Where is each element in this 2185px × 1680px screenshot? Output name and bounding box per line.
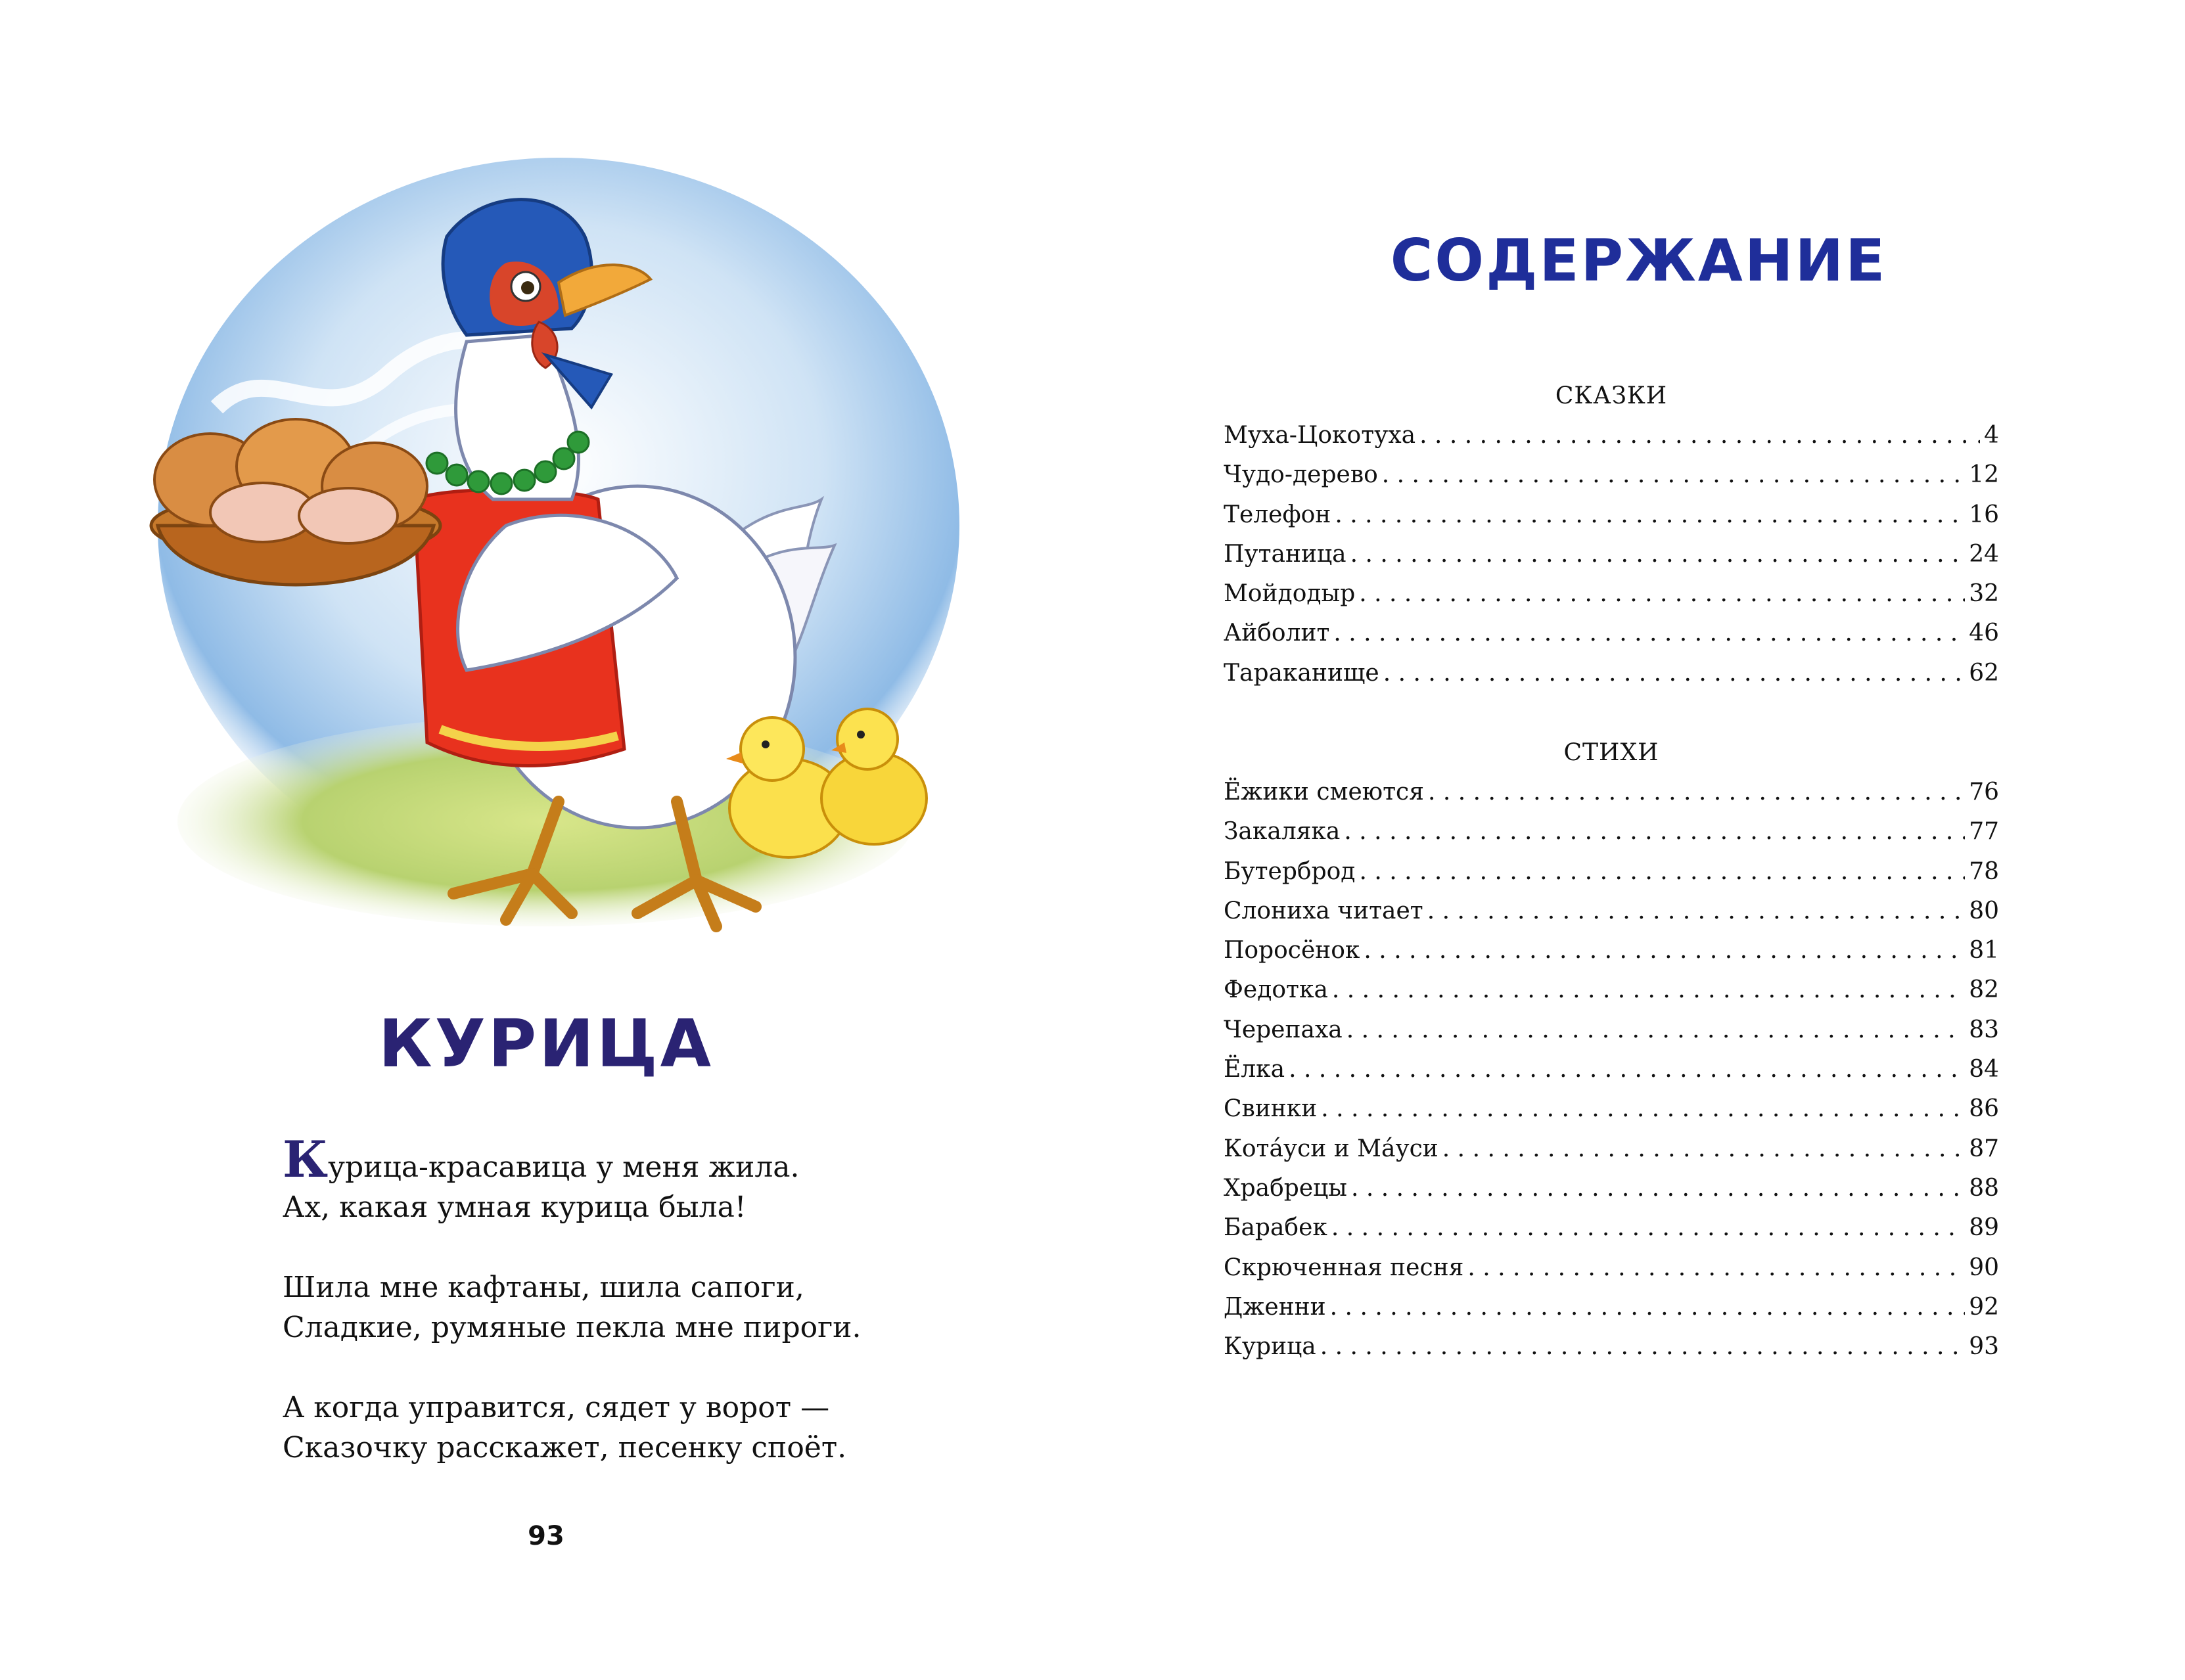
toc-entry-title: Муха-Цокотуха [1224, 422, 1416, 449]
toc-leader-dots [1350, 535, 1966, 574]
toc-entry[interactable] [1224, 852, 1999, 892]
toc-entry-title: Телефон [1224, 501, 1331, 528]
toc-entry-title: Мойдодыр [1224, 580, 1356, 608]
toc-entry-page: 46 [1969, 620, 1999, 647]
toc-entry-title: Бутерброд [1224, 857, 1356, 885]
stanza [283, 1130, 1005, 1227]
poem-line: Сладкие, румяные пекла мне пироги. [283, 1311, 862, 1344]
drop-cap: К [283, 1130, 329, 1189]
poem-title: КУРИЦА [379, 1005, 714, 1082]
toc-entry-title: Айболит [1224, 620, 1330, 647]
toc-entry[interactable] [1224, 535, 1999, 574]
poem-text [283, 1130, 1005, 1508]
toc-leader-dots [1427, 892, 1966, 931]
toc-entry-title: Кота́уси и Ма́уси [1224, 1135, 1438, 1162]
toc-entry-page: 88 [1969, 1174, 1999, 1202]
toc-leader-dots [1330, 1288, 1966, 1327]
toc-entry[interactable] [1224, 495, 1999, 535]
toc-section-heading: СКАЗКИ [1555, 382, 1668, 409]
toc-entry-title: Чудо-дерево [1224, 461, 1378, 489]
toc-entry-page: 89 [1969, 1214, 1999, 1242]
toc-entry-title: Закаляка [1224, 818, 1341, 846]
toc-entry[interactable] [1224, 574, 1999, 614]
toc-entry-page: 82 [1969, 976, 1999, 1004]
toc-entry-title: Черепаха [1224, 1016, 1343, 1043]
toc-entry-page: 84 [1969, 1056, 1999, 1083]
toc-entry-title: Слониха читает [1224, 897, 1423, 924]
poem-line: Курица-красавица у меня жила. [283, 1130, 800, 1189]
right-page [1092, 0, 2185, 1680]
toc-leader-dots [1331, 1208, 1965, 1248]
toc-leader-dots [1335, 495, 1965, 535]
toc-leader-dots [1320, 1327, 1965, 1367]
toc-leader-dots [1428, 773, 1965, 812]
page-number: 93 [528, 1521, 564, 1551]
toc-entry-page: 4 [1984, 422, 1999, 449]
toc-entry-page: 93 [1969, 1333, 1999, 1361]
toc-entry-page: 83 [1969, 1016, 1999, 1043]
toc-leader-dots [1289, 1050, 1965, 1089]
toc-entry[interactable] [1224, 1327, 1999, 1367]
toc-section-fairy-tales [1224, 376, 1999, 693]
stanza [283, 1388, 1005, 1468]
toc-entry[interactable] [1224, 773, 1999, 812]
toc-entry[interactable] [1224, 416, 1999, 455]
toc-entry[interactable] [1224, 1010, 1999, 1050]
toc-leader-dots [1419, 416, 1980, 455]
toc-entry-title: Ёжики смеются [1224, 779, 1424, 806]
toc-entry-page: 32 [1969, 580, 1999, 608]
toc-leader-dots [1467, 1248, 1965, 1288]
toc-entry[interactable] [1224, 1169, 1999, 1208]
toc-entry-page: 86 [1969, 1095, 1999, 1123]
toc-entry-title: Ёлка [1224, 1056, 1285, 1083]
toc-entry[interactable] [1224, 455, 1999, 495]
toc-entry-title: Свинки [1224, 1095, 1318, 1123]
hen-illustration [138, 158, 966, 933]
toc-entry-page: 12 [1969, 461, 1999, 489]
toc-leader-dots [1346, 1010, 1965, 1050]
toc-leader-dots [1344, 812, 1965, 851]
toc-entry[interactable] [1224, 931, 1999, 970]
toc-entry[interactable] [1224, 614, 1999, 653]
toc-entry-title: Поросёнок [1224, 937, 1360, 965]
poem-line: А когда управится, сядет у ворот — [283, 1391, 830, 1424]
toc-entry-page: 78 [1969, 857, 1999, 885]
toc-leader-dots [1333, 614, 1965, 653]
toc-entry-page: 90 [1969, 1254, 1999, 1281]
toc-leader-dots [1383, 654, 1965, 693]
toc-leader-dots [1359, 574, 1965, 614]
toc-title: СОДЕРЖАНИЕ [1390, 227, 1887, 294]
toc-entry-title: Барабек [1224, 1214, 1327, 1242]
toc-entry-page: 16 [1969, 501, 1999, 528]
stanza [283, 1267, 1005, 1348]
toc-entry-title: Скрюченная песня [1224, 1254, 1464, 1281]
toc-entry-page: 77 [1969, 818, 1999, 846]
toc-entry[interactable] [1224, 1288, 1999, 1327]
toc-entry[interactable] [1224, 1050, 1999, 1089]
toc-leader-dots [1332, 970, 1965, 1010]
toc-entry[interactable] [1224, 1129, 1999, 1169]
toc-entry-page: 80 [1969, 897, 1999, 924]
toc-entry-title: Тараканище [1224, 659, 1379, 687]
toc-entry-title: Федотка [1224, 976, 1328, 1004]
toc-entry[interactable] [1224, 892, 1999, 931]
toc-entry-title: Дженни [1224, 1293, 1326, 1321]
toc-entry-title: Путаница [1224, 540, 1346, 568]
toc-entry-title: Храбрецы [1224, 1174, 1347, 1202]
toc-entry[interactable] [1224, 1248, 1999, 1288]
toc-entry-page: 62 [1969, 659, 1999, 687]
toc-entry[interactable] [1224, 970, 1999, 1010]
toc-leader-dots [1351, 1169, 1965, 1208]
toc-leader-dots [1382, 455, 1965, 495]
toc-section-heading: СТИХИ [1563, 739, 1659, 766]
toc-section-poems [1224, 733, 1999, 1367]
toc-leader-dots [1359, 852, 1965, 892]
toc-entry[interactable] [1224, 1208, 1999, 1248]
toc-entry-page: 81 [1969, 937, 1999, 965]
left-page [0, 0, 1092, 1680]
toc-entry[interactable] [1224, 654, 1999, 693]
toc-leader-dots [1364, 931, 1965, 970]
toc-entry[interactable] [1224, 1089, 1999, 1129]
toc-entry-page: 87 [1969, 1135, 1999, 1162]
toc-leader-dots [1321, 1089, 1965, 1129]
toc-entry-page: 92 [1969, 1293, 1999, 1321]
poem-line: Сказочку расскажет, песенку споёт. [283, 1431, 847, 1464]
toc-entry[interactable] [1224, 812, 1999, 851]
toc-leader-dots [1442, 1129, 1965, 1169]
toc-entry-page: 76 [1969, 779, 1999, 806]
toc-entry-page: 24 [1969, 540, 1999, 568]
poem-line: Шила мне кафтаны, шила сапоги, [283, 1271, 804, 1304]
poem-line: Ах, какая умная курица была! [283, 1191, 747, 1224]
toc-entry-title: Курица [1224, 1333, 1316, 1361]
